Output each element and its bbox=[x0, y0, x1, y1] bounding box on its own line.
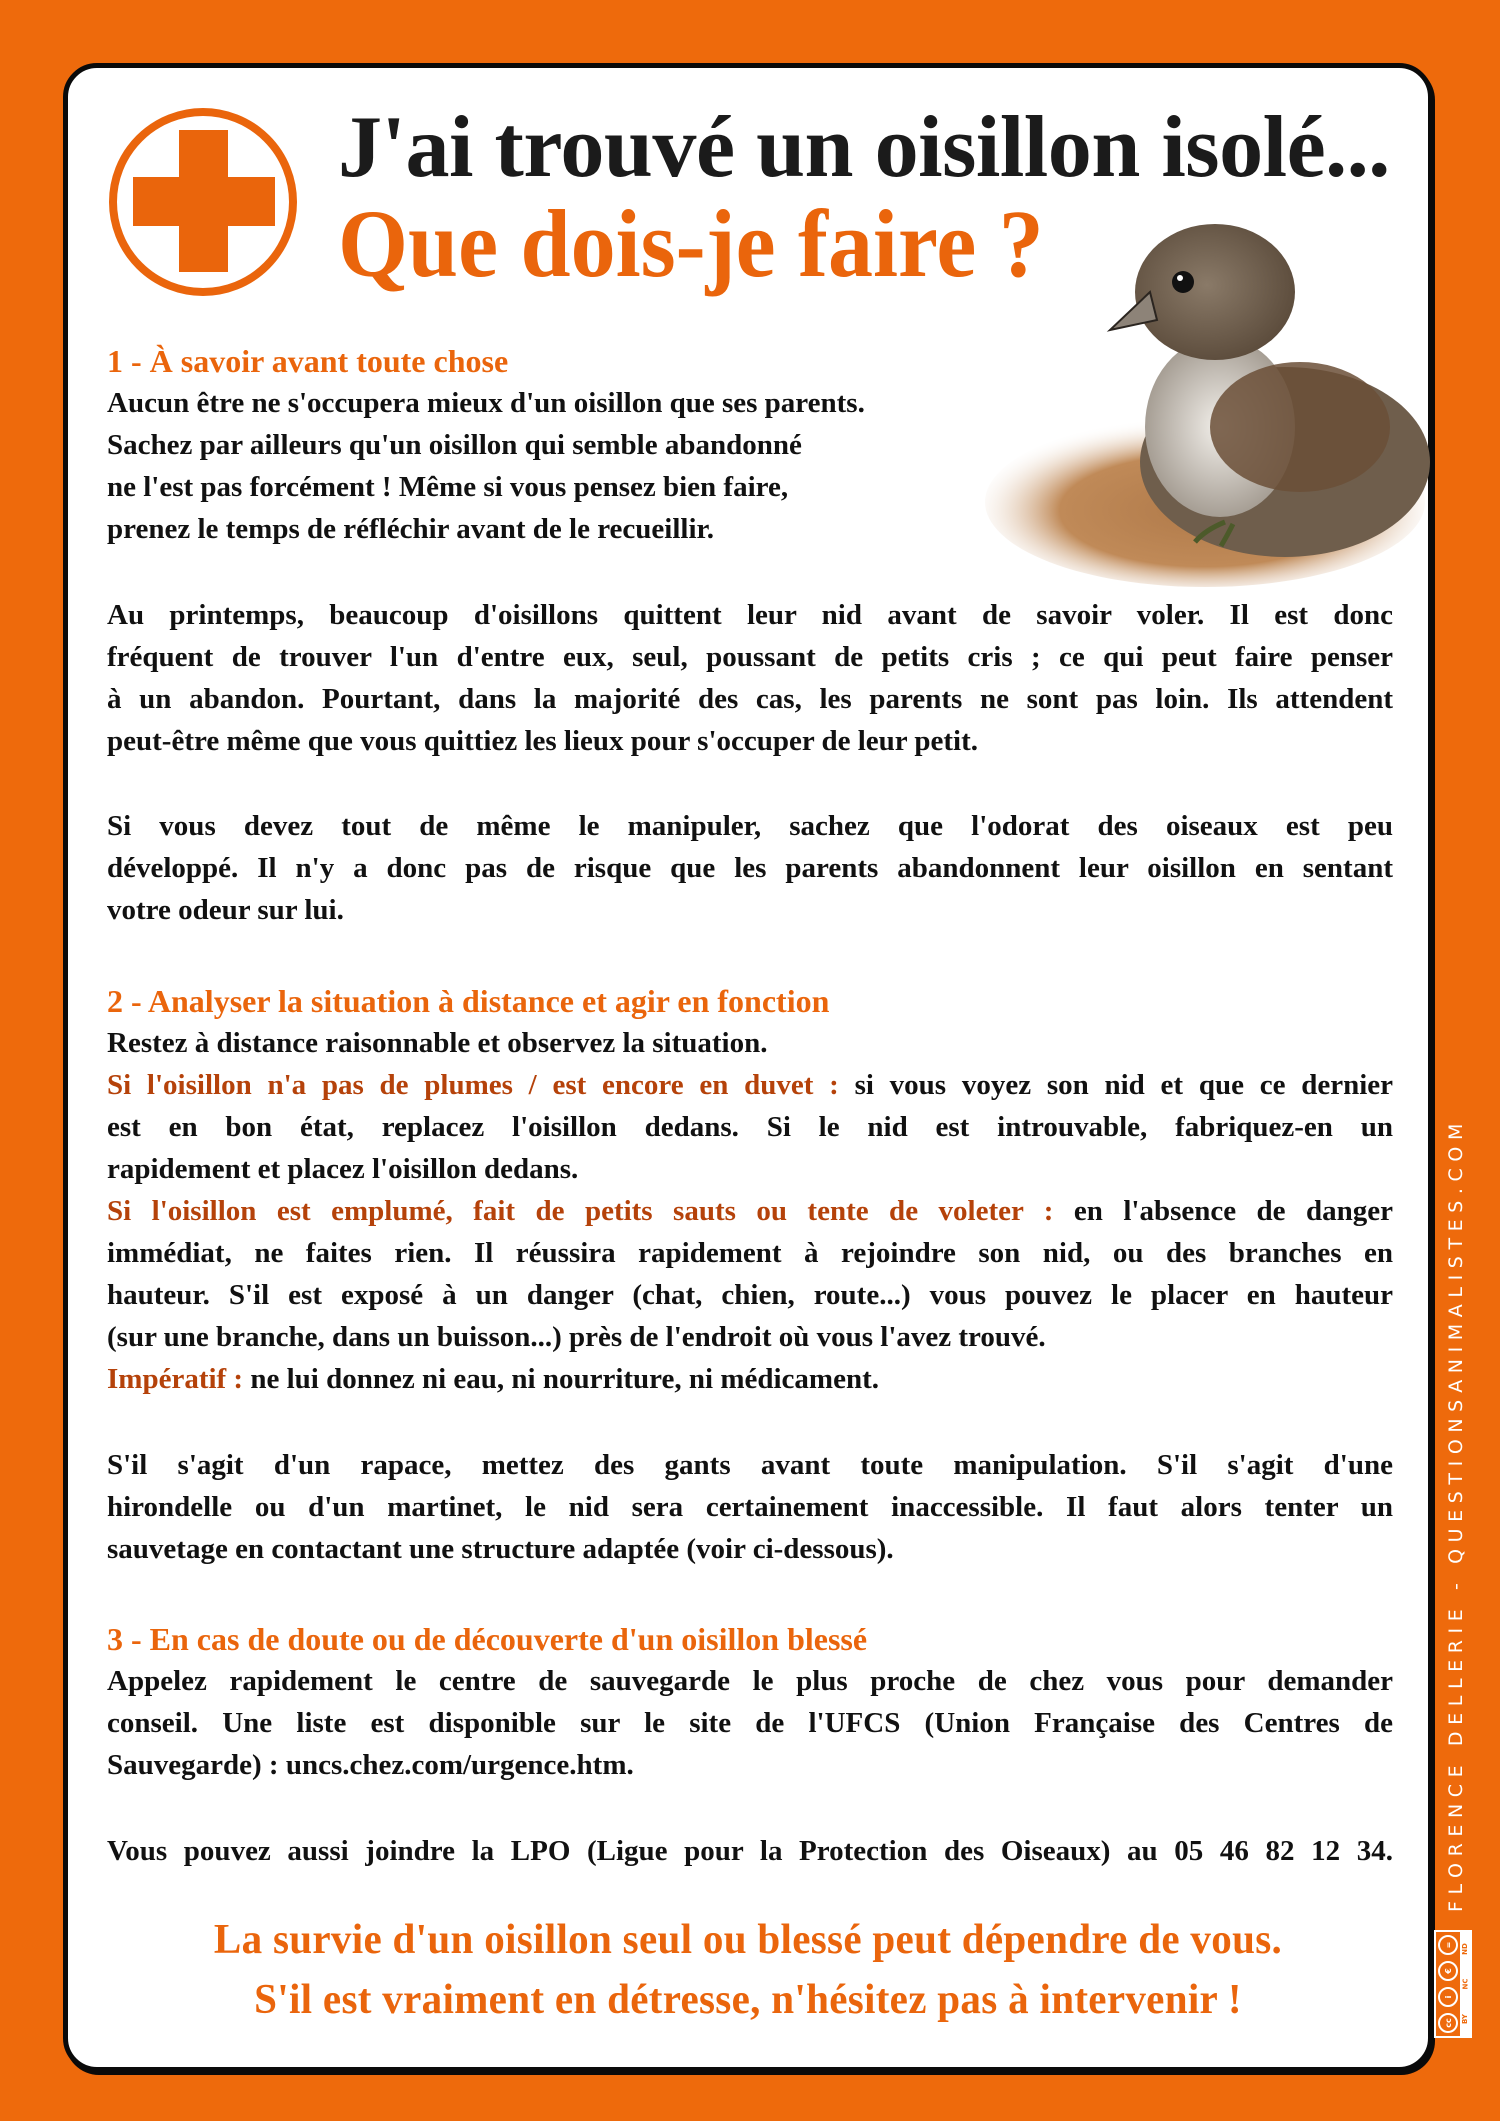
license-term-by: BY bbox=[1461, 2013, 1469, 2024]
first-aid-cross-icon bbox=[108, 107, 298, 297]
text-line: rapidement et placez l'oisillon dedans. bbox=[107, 1153, 579, 1185]
case-line bbox=[107, 1190, 1393, 1232]
text-line: développé. Il n'y a donc pas de risque que les parents abandonnent leur oisillon en sentant bbox=[107, 852, 1393, 884]
text-line: est en bon état, replacez l'oisillon dedans. Si le nid est introuvable, fabriquez-en un bbox=[107, 1111, 1393, 1143]
case-line bbox=[107, 1064, 1393, 1106]
imperative-line bbox=[107, 1358, 1393, 1400]
section-2 bbox=[107, 980, 1393, 1400]
section-heading: 3 - En cas de doute ou de découverte d'un oisillon blessé bbox=[107, 1621, 868, 1657]
case-label: Si l'oisillon est emplumé, fait de petits sauts ou tente de voleter : bbox=[107, 1195, 1054, 1227]
text-line: Sauvegarde) : uncs.chez.com/urgence.htm. bbox=[107, 1749, 634, 1781]
creative-commons-badge bbox=[1434, 1930, 1472, 2038]
author-credit: FLORENCE DELLERIE - QUESTIONSANIMALISTES.COM bbox=[1445, 1117, 1467, 1912]
title-line-2: Que dois-je faire ? bbox=[338, 190, 1044, 297]
text-line: Appelez rapidement le centre de sauvegarde le plus proche de chez vous pour demander bbox=[107, 1665, 1393, 1697]
text-line: Sachez par ailleurs qu'un oisillon qui semble abandonné bbox=[107, 429, 802, 461]
cc-nd-icon: = bbox=[1438, 1935, 1458, 1955]
text-line: immédiat, ne faites rien. Il réussira rapidement à rejoindre son nid, ou des branches en bbox=[107, 1237, 1393, 1269]
lpo-line: Vous pouvez aussi joindre la LPO (Ligue pour la Protection des Oiseaux) au 05 46 82 12 34. bbox=[107, 1835, 1393, 1867]
text-line: conseil. Une liste est disponible sur le site de l'UFCS (Union Française des Centres de bbox=[107, 1707, 1393, 1739]
imperative-label: Impératif : bbox=[107, 1363, 244, 1395]
section-1 bbox=[107, 340, 1393, 550]
text-line: hirondelle ou d'un martinet, le nid sera certainement inaccessible. Il faut alors tenter un bbox=[107, 1491, 1393, 1523]
section-1-paragraph-2 bbox=[107, 594, 1393, 762]
text-line: prenez le temps de réfléchir avant de le recueillir. bbox=[107, 513, 714, 545]
text-line: sauvetage en contactant une structure adaptée (voir ci-dessous). bbox=[107, 1533, 894, 1565]
case-label: Si l'oisillon n'a pas de plumes / est encore en duvet : bbox=[107, 1069, 839, 1101]
section-1-paragraph-3 bbox=[107, 805, 1393, 931]
text-line: Aucun être ne s'occupera mieux d'un oisillon que ses parents. bbox=[107, 387, 865, 419]
case-text: en l'absence de danger bbox=[1073, 1195, 1393, 1227]
lpo-contact bbox=[107, 1830, 1393, 1872]
closing-line-2: S'il est vraiment en détresse, n'hésitez pas à intervenir ! bbox=[254, 1977, 1242, 2023]
imperative-text: ne lui donnez ni eau, ni nourriture, ni médicament. bbox=[250, 1363, 879, 1395]
text-line: (sur une branche, dans un buisson...) près de l'endroit où vous l'avez trouvé. bbox=[107, 1321, 1046, 1353]
section-heading: 1 - À savoir avant toute chose bbox=[107, 343, 509, 379]
text-line: votre odeur sur lui. bbox=[107, 894, 344, 926]
case-text: si vous voyez son nid et que ce dernier bbox=[854, 1069, 1394, 1101]
text-line: Au printemps, beaucoup d'oisillons quittent leur nid avant de savoir voler. Il est donc bbox=[107, 599, 1393, 631]
text-line: fréquent de trouver l'un d'entre eux, seul, poussant de petits cris ; ce qui peut faire penser bbox=[107, 641, 1393, 673]
cc-by-icon: i bbox=[1438, 1987, 1458, 2007]
closing-line-1: La survie d'un oisillon seul ou blessé peut dépendre de vous. bbox=[213, 1917, 1283, 1963]
section-2-paragraph bbox=[107, 1444, 1393, 1570]
section-heading: 2 - Analyser la situation à distance et agir en fonction bbox=[107, 983, 830, 1019]
license-term-nd: ND bbox=[1461, 1943, 1470, 1956]
cc-nc-icon: € bbox=[1438, 1961, 1458, 1981]
text-line: hauteur. S'il est exposé à un danger (chat, chien, route...) vous pouvez le placer en hauteur bbox=[107, 1279, 1393, 1311]
text-line: Restez à distance raisonnable et observez la situation. bbox=[107, 1027, 768, 1059]
cc-icon: cc bbox=[1438, 2013, 1458, 2033]
text-line: peut-être même que vous quittiez les lieux pour s'occuper de leur petit. bbox=[107, 725, 978, 757]
text-line: à un abandon. Pourtant, dans la majorité des cas, les parents ne sont pas loin. Ils attendent bbox=[107, 683, 1393, 715]
text-line: ne l'est pas forcément ! Même si vous pensez bien faire, bbox=[107, 471, 789, 503]
text-line: S'il s'agit d'un rapace, mettez des gants avant toute manipulation. S'il s'agit d'une bbox=[107, 1449, 1393, 1481]
text-line: Si vous devez tout de même le manipuler, sachez que l'odorat des oiseaux est peu bbox=[107, 810, 1393, 842]
license-term-nc: NC bbox=[1461, 1978, 1469, 1990]
title-line-1: J'ai trouvé un oisillon isolé... bbox=[338, 99, 1390, 196]
section-3 bbox=[107, 1618, 1393, 1786]
